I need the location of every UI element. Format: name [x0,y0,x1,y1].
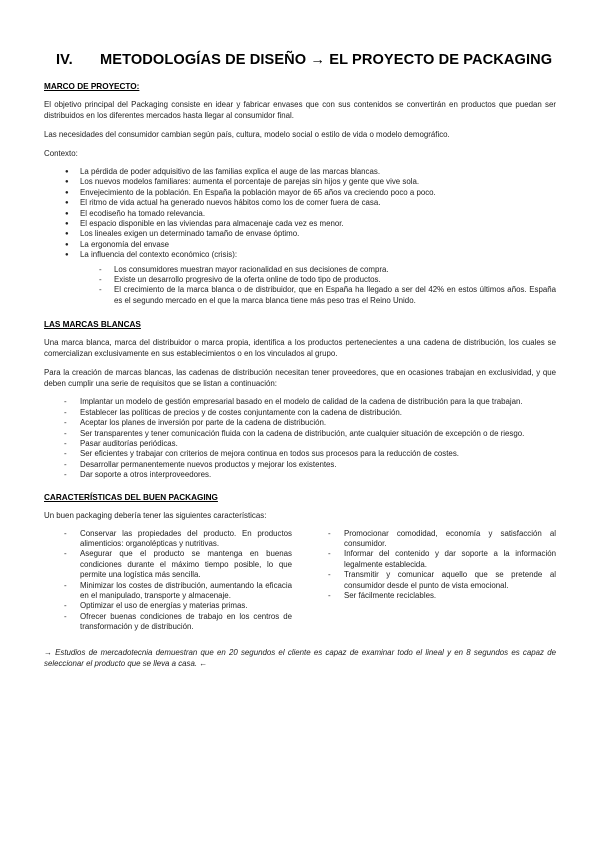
list-item: - Aceptar los planes de inversión por parte de la cadena de distribución. [44,418,556,428]
section-title: METODOLOGÍAS DE DISEÑO → EL PROYECTO DE PACKAGING [100,52,553,68]
list-item: - Ser fácilmente reciclables. [308,591,556,601]
list-item: - Promocionar comodidad, economía y satisfacción al consumidor. [308,529,556,550]
list-item: - Dar soporte a otros interproveedores. [44,470,556,480]
list-item: - Minimizar los costes de distribución, aumentando la eficacia en el manipulado, transporte y almacenaje. [44,581,292,602]
list-item: ● El ecodiseño ha tomado relevancia. [44,209,556,219]
contexto-list [44,167,556,261]
list-item: ● La influencia del contexto económico (crisis): [44,250,556,260]
list-item: ● La ergonomía del envase [44,240,556,250]
requisitos-list [44,397,556,480]
list-item: ● Envejecimiento de la población. En España la población mayor de 65 años va creciendo poco a poco. [44,188,556,198]
packaging-list-left [44,529,292,633]
list-item: - Los consumidores muestran mayor racionalidad en sus decisiones de compra. [44,265,556,275]
contexto-label: Contexto: [44,149,78,158]
marcas-paragraph: Una marca blanca, marca del distribuidor o marca propia, identifica a los productos pertenecientes a una cadena de distribución, los cuales se comercializan exclusivamente en sus establecimientos o en los vinculados al grupo. [44,338,556,359]
list-item: ● El ritmo de vida actual ha generado nuevos hábitos como los de comer fuera de casa. [44,198,556,208]
list-item: - El crecimiento de la marca blanca o de distribuidor, que en España ha llegado a ser del 42% en estos últimos años. España es el segundo mercado en el que la marca blanca tiene más peso tras el Reino Unido. [44,285,556,306]
list-item: - Pasar auditorías periódicas. [44,439,556,449]
section-number: IV. [56,52,73,68]
list-item: - Conservar las propiedades del producto. En productos alimenticios: organolépticas y nutritivas. [44,529,292,550]
list-item: ● La pérdida de poder adquisitivo de las familias explica el auge de las marcas blancas. [44,167,556,177]
list-item: - Transmitir y comunicar aquello que se pretende al consumidor desde el punto de vista emocional. [308,570,556,591]
marco-heading: MARCO DE PROYECTO: [44,82,140,91]
page-title [56,52,556,68]
list-item: - Informar del contenido y dar soporte a la información legalmente establecida. [308,549,556,570]
crisis-sublist [44,265,556,307]
packaging-intro: Un buen packaging debería tener las siguientes características: [44,510,267,520]
marcas-paragraph: Para la creación de marcas blancas, las cadenas de distribución necesitan tener proveedores, que en ocasiones trabajan en exclusividad, y que deben cumplir una serie de requisitos que se listan a continuación: [44,368,556,389]
list-item: - Ser transparentes y tener comunicación fluida con la cadena de distribución, ante cualquier situación de excepción o de riesgo. [44,429,556,439]
list-item: ● Los lineales exigen un determinado tamaño de envase óptimo. [44,229,556,239]
packaging-columns [44,529,556,633]
list-item: - Asegurar que el producto se mantenga en buenas condiciones durante el máximo tiempo posible, lo que permite una logística más sencilla. [44,549,292,580]
list-item: - Ofrecer buenas condiciones de trabajo en los centros de transformación y de distribución. [44,612,292,633]
list-item: - Implantar un modelo de gestión empresarial basado en el modelo de calidad de la cadena de distribución para la que trabajan. [44,397,556,407]
packaging-right-column [308,529,556,633]
list-item: - Desarrollar permanentemente nuevos productos y mejorar los existentes. [44,460,556,470]
marcas-heading: LAS MARCAS BLANCAS [44,320,141,330]
list-item: - Ser eficientes y trabajar con criterios de mejora continua en todos sus procesos para la reducción de costes. [44,449,556,459]
packaging-list-right [308,529,556,602]
list-item: - Optimizar el uso de energías y materias primas. [44,601,292,611]
mercadotecnia-note: → Estudios de mercadotecnia demuestran que en 20 segundos el cliente es capaz de examinar todo el lineal y en 8 segundos es capaz de seleccionar el producto que se lleva a casa. ← [44,647,556,668]
packaging-left-column [44,529,292,633]
packaging-heading: CARACTERÍSTICAS DEL BUEN PACKAGING [44,492,218,502]
marco-paragraph: El objetivo principal del Packaging consiste en idear y fabricar envases que con sus contenidos se convertirán en productos que puedan ser distribuidos en los diferentes mercados hasta llegar al consumidor final. [44,100,556,120]
list-item: ● El espacio disponible en las viviendas para almacenaje cada vez es menor. [44,219,556,229]
list-item: - Establecer las políticas de precios y de costes conjuntamente con la cadena de distribución. [44,408,556,418]
list-item: - Existe un desarrollo progresivo de la oferta online de todo tipo de productos. [44,275,556,285]
marco-paragraph: Las necesidades del consumidor cambian según país, cultura, modelo social o estilo de vida o modelo demográfico. [44,130,450,139]
list-item: ● Los nuevos modelos familiares: aumenta el porcentaje de parejas sin hijos y gente que vive sola. [44,177,556,187]
